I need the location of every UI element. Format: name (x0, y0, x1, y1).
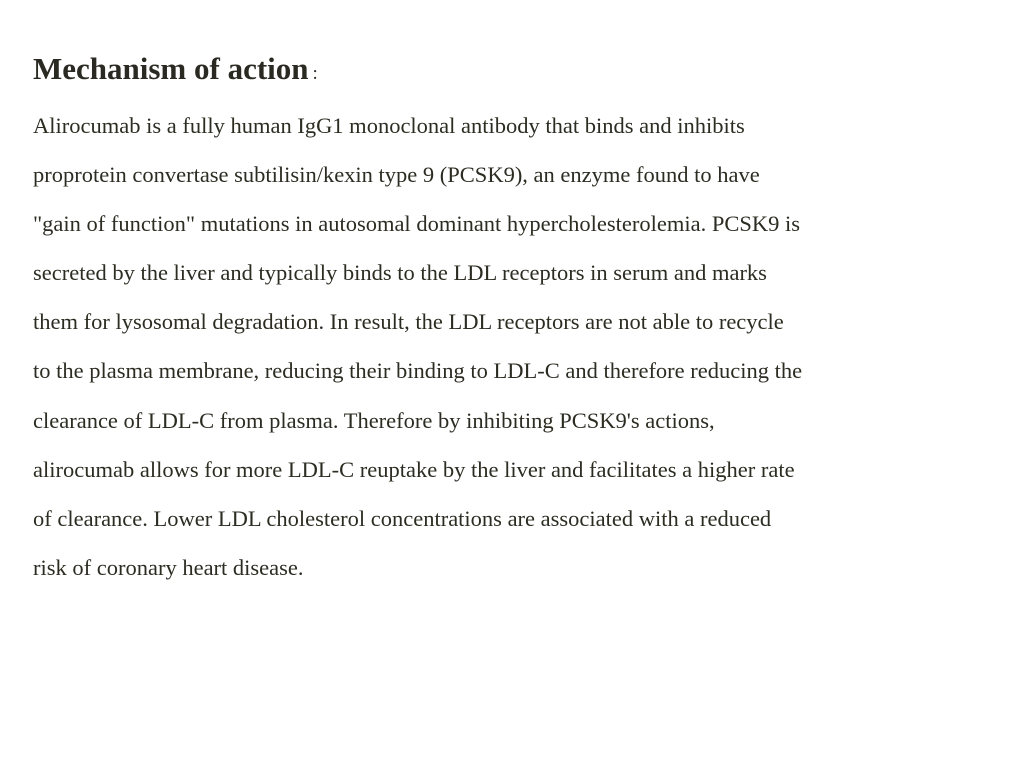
body-line: to the plasma membrane, reducing their binding to LDL-C and therefore reducing the (33, 358, 803, 384)
title-colon: : (312, 63, 318, 84)
body-line: "gain of function" mutations in autosomal dominant hypercholesterolemia. PCSK9 is (33, 211, 801, 237)
slide-title (33, 50, 318, 87)
body-line: Alirocumab is a fully human IgG1 monoclonal antibody that binds and inhibits (33, 113, 745, 138)
body-line: secreted by the liver and typically binds to the LDL receptors in serum and marks (33, 260, 767, 286)
body-line: risk of coronary heart disease. (33, 554, 304, 580)
title-text: Mechanism of action (33, 51, 309, 86)
body-paragraph (33, 107, 802, 598)
body-line: alirocumab allows for more LDL-C reuptake by the liver and facilitates a higher rate (33, 456, 795, 482)
body-line: clearance of LDL-C from plasma. Therefore by inhibiting PCSK9's actions, (33, 407, 715, 433)
body-line: them for lysosomal degradation. In result, the LDL receptors are not able to recycle (33, 309, 784, 335)
body-line: proprotein convertase subtilisin/kexin type 9 (PCSK9), an enzyme found to have (33, 162, 760, 188)
body-line: of clearance. Lower LDL cholesterol concentrations are associated with a reduced (33, 505, 772, 531)
